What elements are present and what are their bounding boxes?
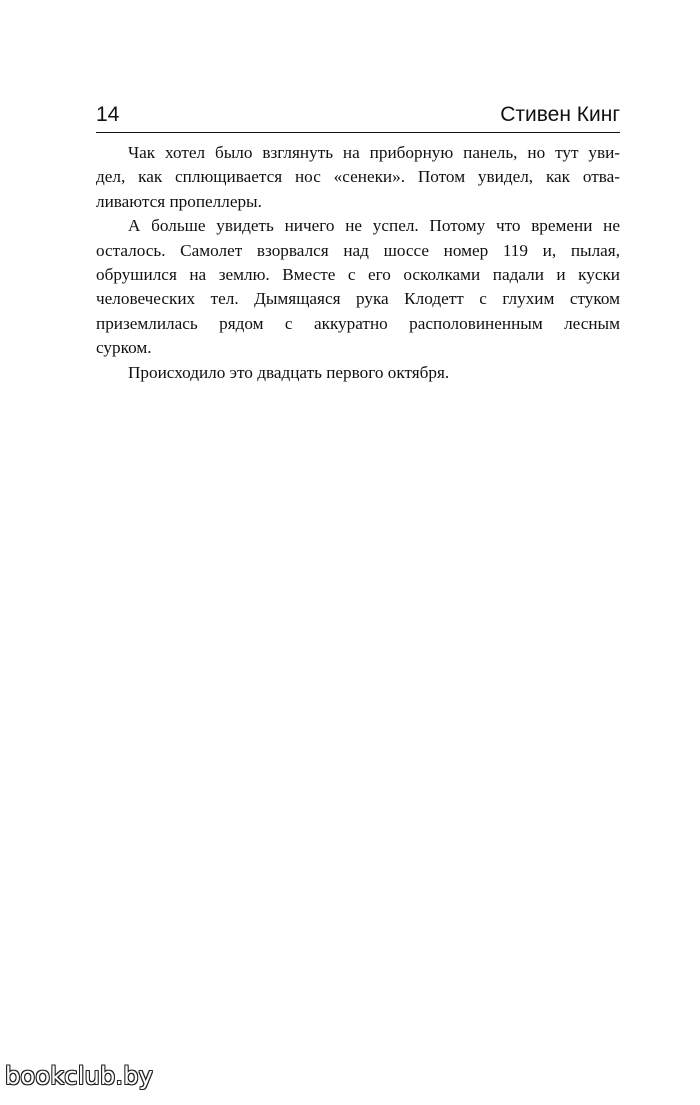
text-line: сурком. — [96, 338, 152, 358]
watermark: bookclub.by — [5, 1062, 154, 1090]
text-line: человеческих тел. Дымящаяся рука Клодетт с глухим стуком — [96, 289, 620, 309]
text-line: А больше увидеть ничего не успел. Потому что времени не — [128, 216, 620, 236]
paragraph — [96, 141, 620, 214]
text-line: осталось. Самолет взорвался над шоссе номер 119 и, пылая, — [96, 240, 620, 260]
body-text — [96, 141, 620, 385]
page-number: 14 — [96, 103, 120, 126]
text-line: дел, как сплющивается нос «сенеки». Потом увидел, как отва- — [96, 167, 620, 187]
text-line: Происходило это двадцать первого октября. — [128, 362, 450, 382]
paragraph — [96, 361, 620, 385]
text-line: приземлилась рядом с аккуратно располовиненным лесным — [96, 313, 620, 333]
text-line: ливаются пропеллеры. — [96, 191, 262, 211]
text-line: обрушился на землю. Вместе с его осколками падали и куски — [96, 265, 620, 285]
paragraph — [96, 214, 620, 360]
page-header — [96, 100, 620, 133]
text-line: Чак хотел было взглянуть на приборную панель, но тут уви- — [128, 143, 620, 162]
running-title: Стивен Кинг — [500, 103, 620, 126]
